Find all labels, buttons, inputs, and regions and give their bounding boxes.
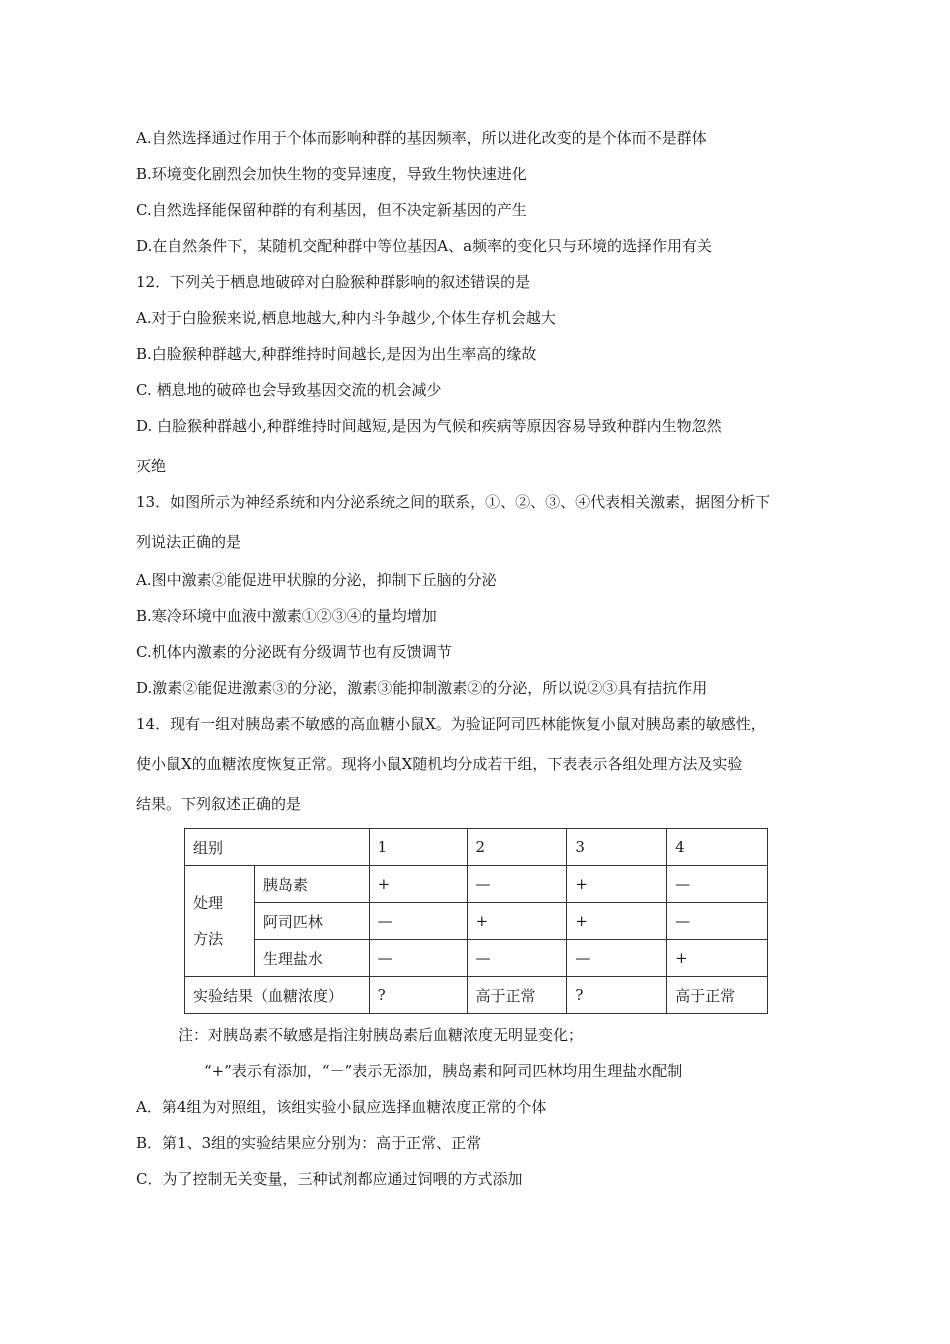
q11-option-b: B.环境变化剧烈会加快生物的变异速度，导致生物快速进化	[136, 165, 527, 183]
table-cell: 高于正常	[667, 977, 768, 1014]
table-cell: —	[369, 903, 467, 940]
table-cell: —	[467, 866, 567, 903]
q14-option-b: B．第1、3组的实验结果应分别为：高于正常、正常	[136, 1134, 482, 1152]
table-row-result	[185, 977, 768, 1014]
q12-option-b: B.白脸猴种群越大,种群维持时间越长,是因为出生率高的缘故	[136, 345, 537, 363]
q13-option-c: C.机体内激素的分泌既有分级调节也有反馈调节	[136, 643, 452, 661]
table-cell: —	[667, 903, 768, 940]
group-2-header: 2	[467, 829, 567, 866]
q13-option-a: A.图中激素②能促进甲状腺的分泌，抑制下丘脑的分泌	[136, 571, 497, 589]
q14-stem-line3: 结果。下列叙述正确的是	[136, 795, 302, 813]
table-cell: —	[567, 940, 667, 977]
table-cell: —	[369, 940, 467, 977]
q12-option-c: C. 栖息地的破碎也会导致基因交流的机会减少	[136, 381, 442, 399]
table-cell: +	[567, 866, 667, 903]
q14-stem-line2: 使小鼠X的血糖浓度恢复正常。现将小鼠X随机均分成若干组，下表表示各组处理方法及实验	[136, 755, 743, 773]
q14-stem-line1: 14．现有一组对胰岛素不敏感的高血糖小鼠X。为验证阿司匹林能恢复小鼠对胰岛素的敏感性，	[136, 715, 766, 733]
q14-option-a: A．第4组为对照组，该组实验小鼠应选择血糖浓度正常的个体	[136, 1098, 547, 1116]
q12-option-d-continued: 灭绝	[136, 457, 167, 475]
row-label-saline: 生理盐水	[254, 940, 369, 977]
experiment-table	[184, 828, 768, 1014]
treatment-label-line2: 方法	[193, 930, 224, 948]
table-cell: ?	[369, 977, 467, 1014]
table-cell: +	[567, 903, 667, 940]
q12-stem: 12．下列关于栖息地破碎对白脸猴种群影响的叙述错误的是	[136, 273, 531, 291]
table-cell: —	[667, 866, 768, 903]
q11-option-a: A.自然选择通过作用于个体而影响种群的基因频率，所以进化改变的是个体而不是群体	[136, 129, 707, 147]
result-label-cell: 实验结果（血糖浓度）	[185, 977, 370, 1014]
table-cell: +	[369, 866, 467, 903]
q13-option-d: D.激素②能促进激素③的分泌，激素③能抑制激素②的分泌，所以说②③具有拮抗作用	[136, 679, 708, 697]
q13-stem-line1: 13．如图所示为神经系统和内分泌系统之间的联系，①、②、③、④代表相关激素，据图分析下	[136, 493, 771, 511]
group-3-header: 3	[567, 829, 667, 866]
table-row-saline	[185, 940, 768, 977]
group-4-header: 4	[667, 829, 768, 866]
row-label-insulin: 胰岛素	[254, 866, 369, 903]
table-note-line2: “+”表示有添加，“－”表示无添加，胰岛素和阿司匹林均用生理盐水配制	[204, 1062, 683, 1080]
group-1-header: 1	[369, 829, 467, 866]
table-cell: —	[467, 940, 567, 977]
table-note-line1: 注：对胰岛素不敏感是指注射胰岛素后血糖浓度无明显变化；	[178, 1026, 584, 1044]
table-cell: ?	[567, 977, 667, 1014]
table-row-insulin	[185, 866, 768, 903]
q12-option-a: A.对于白脸猴来说,栖息地越大,种内斗争越少,个体生存机会越大	[136, 309, 556, 327]
q11-option-d: D.在自然条件下，某随机交配种群中等位基因A、a频率的变化只与环境的选择作用有关	[136, 237, 713, 255]
treatment-label-line1: 处理	[193, 894, 224, 912]
row-label-aspirin: 阿司匹林	[254, 903, 369, 940]
table-row-aspirin	[185, 903, 768, 940]
table-header-row	[185, 829, 768, 866]
q12-option-d: D. 白脸猴种群越小,种群维持时间越短,是因为气候和疾病等原因容易导致种群内生物忽然	[136, 417, 722, 435]
group-label-cell: 组别	[185, 829, 370, 866]
table-cell: +	[467, 903, 567, 940]
q13-stem-line2: 列说法正确的是	[136, 533, 242, 551]
q11-option-c: C.自然选择能保留种群的有利基因，但不决定新基因的产生	[136, 201, 527, 219]
table-cell: +	[667, 940, 768, 977]
q13-option-b: B.寒冷环境中血液中激素①②③④的量均增加	[136, 607, 437, 625]
table-cell: 高于正常	[467, 977, 567, 1014]
q14-option-c: C．为了控制无关变量，三种试剂都应通过饲喂的方式添加	[136, 1170, 523, 1188]
treatment-method-label	[185, 866, 255, 977]
